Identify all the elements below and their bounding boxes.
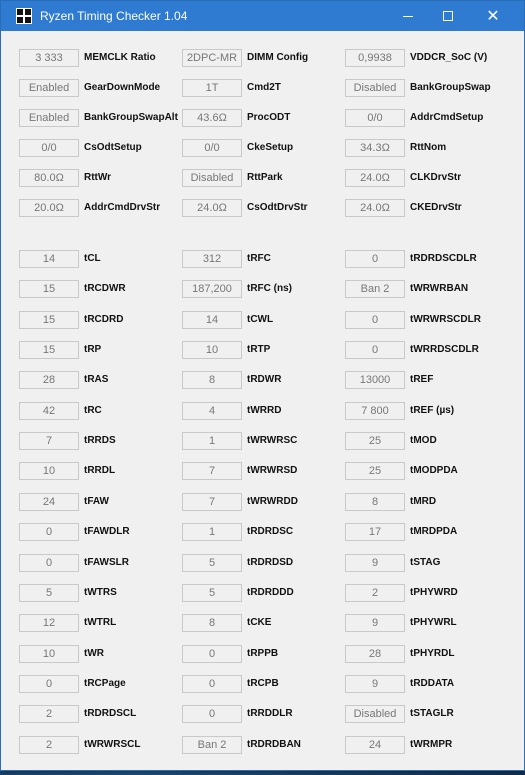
value-field[interactable]: 0/0: [182, 139, 242, 157]
value-field[interactable]: 17: [345, 523, 405, 541]
field-label: tCKE: [247, 617, 272, 628]
value-field[interactable]: 24.0Ω: [182, 199, 242, 217]
field-label: tRCPage: [84, 678, 126, 689]
field-label: tRRDL: [84, 465, 116, 476]
value-field[interactable]: 7: [182, 462, 242, 480]
field-label: RttNom: [410, 142, 447, 153]
field-label: tSTAG: [410, 557, 441, 568]
field-label: tRAS: [84, 374, 109, 385]
field-label: tCL: [84, 253, 101, 264]
field-label: MEMCLK Ratio: [84, 52, 156, 63]
field-label: tMRD: [410, 496, 437, 507]
minimize-icon: [403, 16, 413, 17]
value-field[interactable]: 4: [182, 402, 242, 420]
value-field[interactable]: 25: [345, 462, 405, 480]
value-field[interactable]: 5: [19, 584, 79, 602]
field-label: tCWL: [247, 314, 274, 325]
field-label: tRDDATA: [410, 678, 455, 689]
value-field[interactable]: 42: [19, 402, 79, 420]
value-field[interactable]: 43.6Ω: [182, 109, 242, 127]
field-label: tPHYWRL: [410, 617, 457, 628]
field-label: tWRWRDD: [247, 496, 298, 507]
field-label: RttWr: [84, 172, 112, 183]
value-field[interactable]: 8: [182, 614, 242, 632]
field-label: tPHYRDL: [410, 648, 455, 659]
field-label: tFAW: [84, 496, 109, 507]
field-label: tRCDRD: [84, 314, 124, 325]
value-field[interactable]: 9: [345, 554, 405, 572]
value-field[interactable]: 15: [19, 341, 79, 359]
value-field[interactable]: 2DPC-MR: [182, 49, 242, 67]
value-field[interactable]: Ban 2: [182, 736, 242, 754]
value-field[interactable]: 1: [182, 432, 242, 450]
value-field[interactable]: 0: [345, 341, 405, 359]
field-label: tRCPB: [247, 678, 279, 689]
field-label: tRCDWR: [84, 283, 126, 294]
value-field[interactable]: 8: [345, 493, 405, 511]
value-field[interactable]: 24.0Ω: [345, 199, 405, 217]
value-field[interactable]: 0: [345, 311, 405, 329]
field-label: tWTRL: [84, 617, 117, 628]
field-label: tRDRDBAN: [247, 739, 301, 750]
value-field[interactable]: Enabled: [19, 79, 79, 97]
value-field[interactable]: 24.0Ω: [345, 169, 405, 187]
field-label: tREF: [410, 374, 434, 385]
field-label: BankGroupSwap: [410, 82, 491, 93]
value-field[interactable]: 13000: [345, 371, 405, 389]
value-field[interactable]: 5: [182, 584, 242, 602]
field-label: tFAWDLR: [84, 526, 130, 537]
field-label: tWTRS: [84, 587, 117, 598]
maximize-icon: [443, 11, 453, 21]
field-label: tWRRDSCDLR: [410, 344, 479, 355]
value-field[interactable]: 0: [19, 675, 79, 693]
field-label: GearDownMode: [84, 82, 161, 93]
field-label: tRTP: [247, 344, 271, 355]
field-label: CLKDrvStr: [410, 172, 462, 183]
value-field[interactable]: Disabled: [345, 705, 405, 723]
field-label: tRPPB: [247, 648, 279, 659]
field-label: CkeSetup: [247, 142, 294, 153]
field-label: CsOdtSetup: [84, 142, 142, 153]
field-label: CKEDrvStr: [410, 202, 462, 213]
field-label: tRDRDSCL: [84, 708, 137, 719]
field-label: tRP: [84, 344, 102, 355]
value-field[interactable]: 1T: [182, 79, 242, 97]
field-label: tWRWRSC: [247, 435, 298, 446]
value-field[interactable]: 3 333: [19, 49, 79, 67]
field-label: DIMM Config: [247, 52, 309, 63]
value-field[interactable]: 1: [182, 523, 242, 541]
field-label: tREF (µs): [410, 405, 455, 416]
window-title: Ryzen Timing Checker 1.04: [40, 9, 188, 23]
value-field[interactable]: 312: [182, 250, 242, 268]
value-field[interactable]: 7: [19, 432, 79, 450]
title-bar[interactable]: [1, 1, 524, 31]
field-label: tWRWRSCDLR: [410, 314, 481, 325]
value-field[interactable]: Enabled: [19, 109, 79, 127]
value-field[interactable]: 0: [182, 675, 242, 693]
field-label: tRDWR: [247, 374, 282, 385]
value-field[interactable]: 80.0Ω: [19, 169, 79, 187]
maximize-button[interactable]: [425, 1, 471, 31]
field-label: tFAWSLR: [84, 557, 129, 568]
value-field[interactable]: 2: [19, 705, 79, 723]
field-label: tRDRDSC: [247, 526, 294, 537]
field-label: ProcODT: [247, 112, 291, 123]
value-field[interactable]: 0: [182, 645, 242, 663]
field-label: tRFC: [247, 253, 271, 264]
value-field[interactable]: 15: [19, 311, 79, 329]
field-label: tRRDS: [84, 435, 116, 446]
value-field[interactable]: 0/0: [19, 139, 79, 157]
field-label: tMODPDA: [410, 465, 458, 476]
field-label: tWRWRSCL: [84, 739, 141, 750]
value-field[interactable]: 0/0: [345, 109, 405, 127]
field-label: tRDRDSCDLR: [410, 253, 477, 264]
value-field[interactable]: 5: [182, 554, 242, 572]
value-field[interactable]: 15: [19, 280, 79, 298]
value-field[interactable]: 2: [19, 736, 79, 754]
value-field[interactable]: 10: [19, 645, 79, 663]
value-field[interactable]: 25: [345, 432, 405, 450]
value-field[interactable]: 9: [345, 675, 405, 693]
value-field[interactable]: 8: [182, 371, 242, 389]
value-field[interactable]: 24: [345, 736, 405, 754]
field-label: tPHYWRD: [410, 587, 458, 598]
field-label: tWRWRBAN: [410, 283, 469, 294]
value-field[interactable]: 0: [19, 523, 79, 541]
value-field[interactable]: Ban 2: [345, 280, 405, 298]
close-icon: ✕: [486, 6, 500, 25]
field-label: tSTAGLR: [410, 708, 454, 719]
field-label: tWRMPR: [410, 739, 453, 750]
value-field[interactable]: Disabled: [345, 79, 405, 97]
field-label: tRC: [84, 405, 102, 416]
field-label: tRDRDSD: [247, 557, 294, 568]
value-field[interactable]: 7: [182, 493, 242, 511]
value-field[interactable]: 10: [19, 462, 79, 480]
value-field[interactable]: 28: [19, 371, 79, 389]
field-label: CsOdtDrvStr: [247, 202, 308, 213]
field-label: tMOD: [410, 435, 437, 446]
value-field[interactable]: 20.0Ω: [19, 199, 79, 217]
value-field[interactable]: 7 800: [345, 402, 405, 420]
field-label: tRDRDDD: [247, 587, 294, 598]
value-field[interactable]: 28: [345, 645, 405, 663]
value-field[interactable]: 10: [182, 341, 242, 359]
field-label: AddrCmdSetup: [410, 112, 484, 123]
field-label: AddrCmdDrvStr: [84, 202, 161, 213]
value-field[interactable]: 14: [19, 250, 79, 268]
app-icon: [16, 8, 32, 24]
value-field[interactable]: 0: [182, 705, 242, 723]
value-field[interactable]: 12: [19, 614, 79, 632]
value-field[interactable]: 14: [182, 311, 242, 329]
field-label: tWR: [84, 648, 104, 659]
value-field[interactable]: Disabled: [182, 169, 242, 187]
field-label: tWRRD: [247, 405, 282, 416]
field-label: BankGroupSwapAlt: [84, 112, 178, 123]
field-label: tMRDPDA: [410, 526, 458, 537]
value-field[interactable]: 0: [345, 250, 405, 268]
value-field[interactable]: 24: [19, 493, 79, 511]
field-label: tRRDDLR: [247, 708, 293, 719]
value-field[interactable]: 34.3Ω: [345, 139, 405, 157]
value-field[interactable]: 0: [19, 554, 79, 572]
field-label: tRFC (ns): [247, 283, 292, 294]
value-field[interactable]: 0,9938: [345, 49, 405, 67]
value-field[interactable]: 187,200: [182, 280, 242, 298]
field-label: RttPark: [247, 172, 283, 183]
field-label: VDDCR_SoC (V): [410, 52, 488, 63]
value-field[interactable]: 2: [345, 584, 405, 602]
field-label: Cmd2T: [247, 82, 281, 93]
value-field[interactable]: 9: [345, 614, 405, 632]
field-label: tWRWRSD: [247, 465, 298, 476]
close-button[interactable]: [470, 1, 516, 31]
